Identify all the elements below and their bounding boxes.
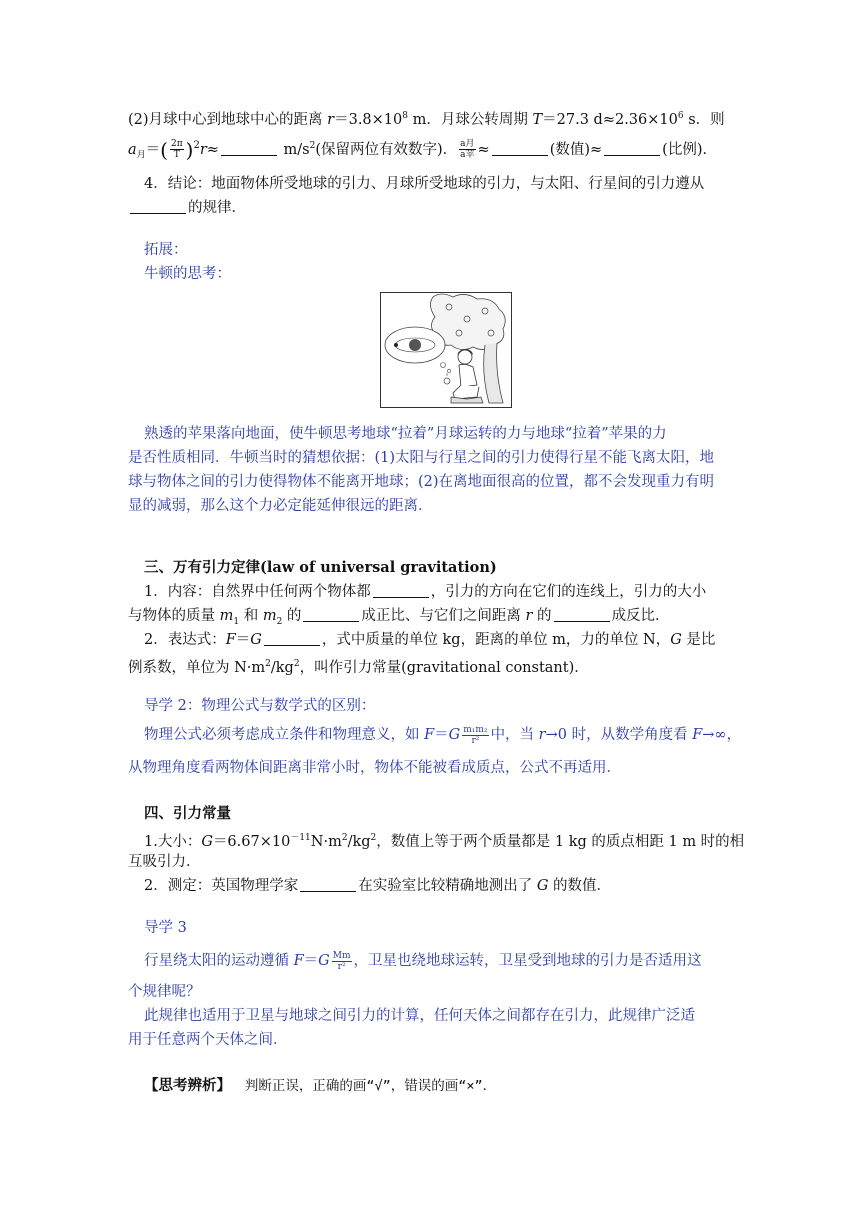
text: ，卫星也绕地球运转，卫星受到地球的引力是否适用这 — [353, 953, 702, 969]
var-r: r — [525, 608, 533, 624]
text: 4．结论：地面物体所受地球的引力、月球所受地球的引力，与太阳、行星间的引力遵从 — [144, 176, 705, 192]
think-analysis-line — [144, 1076, 496, 1096]
text: m/s — [278, 141, 310, 158]
newton-apple-drawing — [381, 293, 511, 407]
law-content-line-1 — [144, 582, 706, 602]
var-T: T — [532, 111, 543, 128]
exp: 2 — [370, 833, 377, 843]
var-r: r — [538, 727, 546, 743]
exp: 6 — [677, 111, 684, 121]
newton-paragraph-line-1: 熟透的苹果落向地面，使牛顿思考地球“拉着”月球运转的力与地球“拉着”苹果的力 — [144, 426, 667, 442]
answer-blank[interactable] — [604, 141, 660, 156]
constant-size-line-2: 互吸引力． — [128, 854, 201, 870]
text: ，数值上等于两个质量都是 1 kg 的质点相距 1 m 时的相 — [376, 833, 745, 850]
newton-paragraph-line-4: 显的减弱，那么这个力必定能延伸很远的距离． — [128, 498, 433, 514]
fraction-Mm-r2 — [332, 951, 352, 972]
exp: 2 — [265, 659, 271, 669]
conclusion-line-1 — [144, 174, 704, 194]
text: ＝ — [434, 727, 449, 743]
text: ＝ — [235, 632, 251, 648]
acceleration-line — [128, 132, 717, 170]
text: ＝3.8×10 — [334, 111, 403, 128]
answer-blank[interactable] — [300, 877, 356, 892]
var-m: m — [262, 608, 277, 624]
numerator: a月 — [460, 139, 475, 150]
guide-3-line-1 — [144, 948, 702, 974]
text: 1．内容：自然界中任何两个物体都 — [144, 584, 371, 600]
text: 中，当 — [490, 727, 539, 743]
answer-blank[interactable] — [373, 583, 429, 598]
var-G: G — [201, 833, 213, 850]
text: 和 — [239, 608, 263, 624]
text: 物理公式必须考虑成立条件和物理意义，如 — [144, 727, 425, 743]
text: 2．表达式： — [144, 632, 226, 648]
constant-measure-line — [144, 876, 611, 896]
numerator: 2π — [170, 139, 183, 150]
fraction-a-moon-a-apple — [459, 139, 475, 160]
text: ≈ — [206, 141, 219, 158]
sub: 1 — [233, 616, 240, 627]
var-F: F — [692, 727, 703, 743]
exp: 8 — [402, 111, 408, 121]
var-G: G — [318, 953, 330, 969]
text: ＝27.3 d≈2.36×10 — [542, 111, 678, 128]
sub: 2 — [276, 616, 283, 627]
newton-thinking-label: 牛顿的思考： — [144, 266, 231, 282]
var-m: m — [219, 608, 234, 624]
text: ＝ — [145, 141, 161, 158]
text: s．则 — [683, 111, 725, 128]
exp: 2 — [309, 141, 316, 151]
answer-blank[interactable] — [492, 141, 548, 156]
paren: ( — [160, 137, 168, 162]
text: 与物体的质量 — [128, 608, 220, 624]
guide-2-line-1 — [144, 722, 741, 748]
text: 在实验室比较精确地测出了 — [358, 878, 537, 894]
text: 的 — [282, 608, 302, 624]
text: /kg — [347, 833, 371, 850]
guide-3-line-2: 个规律呢？ — [128, 984, 201, 1000]
answer-blank[interactable] — [303, 607, 359, 622]
answer-blank[interactable] — [554, 607, 610, 622]
text: 2．测定：英国物理学家 — [144, 878, 299, 894]
newton-paragraph-line-3: 球与物体之间的引力使得物体不能离开地球；(2)在离地面很高的位置，都不会发现重力有明 — [128, 474, 715, 490]
text: ，式中质量的单位 kg，距离的单位 m，力的单位 N， — [321, 632, 671, 648]
var-F: F — [293, 953, 304, 969]
var-r: r — [199, 141, 207, 158]
text: ＝ — [303, 953, 319, 969]
var-a: a — [128, 141, 137, 158]
law-expression-line-2 — [128, 654, 589, 678]
guide-3-line-4: 用于任意两个天体之间． — [128, 1032, 288, 1048]
var-G: G — [536, 878, 549, 894]
guide-2-title: 导学 2：物理公式与数学式的区别： — [144, 698, 376, 714]
exp: －11 — [290, 833, 311, 843]
guide-3-title: 导学 3 — [144, 920, 187, 936]
guide-2-line-2: 从物理角度看两物体间距离非常小时，物体不能被看成质点，公式不再适用． — [128, 760, 621, 776]
denominator: T — [173, 150, 180, 161]
text: 成反比． — [611, 608, 670, 624]
text: 的规律． — [188, 200, 246, 216]
numerator: m₁m₂ — [463, 724, 488, 735]
text: 的数值． — [548, 878, 612, 894]
var-F: F — [424, 727, 435, 743]
exp: 2 — [341, 833, 348, 843]
answer-blank[interactable] — [130, 199, 186, 214]
section-4-title: 四、引力常量 — [144, 805, 231, 822]
paren: ) — [185, 137, 194, 162]
var-r: r — [327, 111, 335, 128]
text: (比例)． — [662, 141, 717, 158]
guide-3-line-3: 此规律也适用于卫星与地球之间引力的计算，任何天体之间都存在引力，此规律广泛适 — [144, 1008, 695, 1024]
text: 1.大小： — [144, 833, 202, 850]
denominator: r² — [471, 735, 480, 746]
text: 是比 — [681, 632, 716, 648]
text: (保留两位有效数字)． — [315, 141, 458, 158]
extension-label: 拓展： — [144, 242, 188, 258]
law-content-line-2 — [128, 606, 670, 632]
text: (2)月球中心到地球中心的距离 — [128, 111, 328, 128]
answer-blank[interactable] — [264, 631, 320, 646]
answer-blank[interactable] — [221, 141, 277, 156]
text: /kg — [270, 659, 294, 676]
exp: 2 — [193, 140, 200, 151]
text: 的 — [532, 608, 552, 624]
exp: 2 — [293, 659, 300, 669]
moon-distance-line — [128, 106, 725, 130]
fraction-m1m2-r2 — [462, 725, 488, 746]
var-F: F — [225, 632, 236, 648]
denominator: r² — [337, 961, 346, 972]
text: m．月球公转周期 — [408, 111, 533, 128]
text: ，叫作引力常量(gravitational constant)． — [299, 659, 589, 676]
think-analysis-instruction: 判断正误，正确的画“√”，错误的画“×”． — [244, 1078, 497, 1094]
law-expression-line-1 — [144, 630, 715, 650]
var-G: G — [448, 727, 461, 743]
text: →∞， — [702, 727, 741, 743]
newton-apple-illustration — [380, 292, 512, 408]
text: (数值)≈ — [549, 141, 603, 158]
text: ，引力的方向在它们的连线上，引力的大小 — [430, 584, 707, 600]
sub-moon: 月 — [136, 150, 146, 161]
denominator: a苹 — [460, 150, 475, 161]
var-G: G — [250, 632, 262, 648]
text: 例系数，单位为 N·m — [128, 659, 266, 676]
var-G: G — [670, 632, 682, 648]
text: 成正比、与它们之间距离 — [361, 608, 526, 624]
fraction-2pi-T — [170, 139, 184, 160]
newton-paragraph-line-2: 是否性质相同．牛顿当时的猜想依据：(1)太阳与行星之间的引力使得行星不能飞离太阳，地 — [128, 450, 715, 466]
section-3-title: 三、万有引力定律(law of universal gravitation) — [144, 559, 497, 576]
think-analysis-label: 【思考辨析】 — [144, 1077, 231, 1094]
constant-size-line-1 — [144, 828, 744, 852]
text: 行星绕太阳的运动遵循 — [144, 953, 294, 969]
text: ＝6.67×10 — [212, 833, 291, 850]
text: N·m — [310, 833, 342, 850]
text: ≈ — [477, 141, 490, 158]
numerator: Mm — [332, 950, 351, 961]
conclusion-line-2 — [128, 198, 246, 218]
text: →0 时，从数学角度看 — [545, 727, 693, 743]
